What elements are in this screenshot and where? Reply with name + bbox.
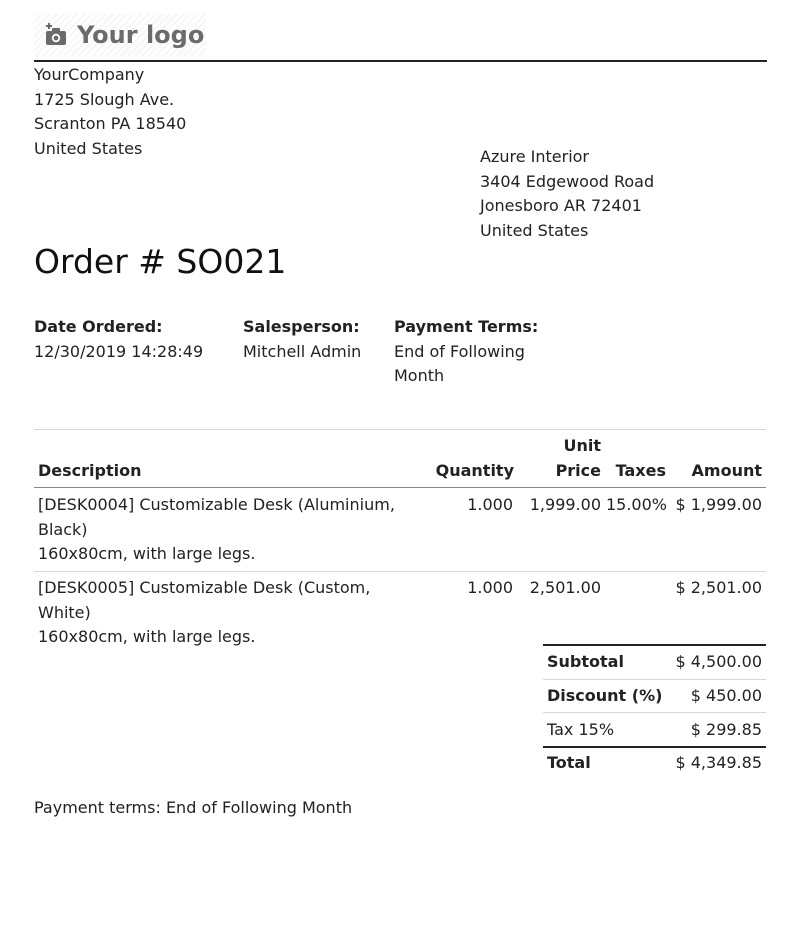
column-header-unit: Unit [563, 436, 601, 455]
row-unit-price: 2,501.00 [529, 578, 601, 597]
table-row [38, 576, 428, 650]
row-unit-price: 1,999.00 [529, 495, 601, 514]
header-divider [34, 60, 767, 62]
info-date [34, 315, 203, 364]
company-logo [34, 14, 206, 56]
page-title: Order # SO021 [34, 242, 287, 281]
subtotal-value: $ 4,500.00 [675, 652, 762, 671]
row-quantity: 1.000 [467, 495, 513, 514]
row-description-note: 160x80cm, with large legs. [38, 544, 256, 563]
customer-address [480, 145, 654, 243]
customer-name: Azure Interior [480, 147, 590, 166]
row-description-note: 160x80cm, with large legs. [38, 627, 256, 646]
column-header-description: Description [38, 461, 142, 480]
salesperson-label: Salesperson: [243, 317, 360, 336]
row-description-line: [DESK0004] Customizable Desk (Aluminium, [38, 495, 395, 514]
total-divider [543, 746, 766, 748]
column-header-taxes: Taxes [615, 461, 666, 480]
date-ordered-label: Date Ordered: [34, 317, 163, 336]
row-amount: $ 1,999.00 [675, 495, 762, 514]
payment-terms-value-line-1: End of Following [394, 341, 525, 361]
payment-terms-label: Payment Terms: [394, 317, 539, 336]
row-description-line: Black) [38, 519, 88, 539]
row-quantity: 1.000 [467, 578, 513, 597]
total-label: Total [547, 753, 591, 772]
date-ordered-value: 12/30/2019 14:28:49 [34, 341, 204, 361]
column-header-amount: Amount [691, 461, 762, 480]
table-row-divider [34, 571, 766, 572]
tax-label: Tax 15% [547, 720, 615, 739]
info-payment-terms [394, 315, 538, 389]
row-description-line: [DESK0005] Customizable Desk (Custom, White) [38, 578, 371, 622]
discount-value: $ 450.00 [690, 686, 762, 705]
info-salesperson [243, 315, 361, 364]
company-city: Scranton PA 18540 [34, 114, 187, 133]
row-taxes: 15.00% [605, 495, 667, 514]
column-header-quantity: Quantity [435, 461, 514, 480]
company-name: YourCompany [34, 65, 145, 84]
company-street: 1725 Slough Ave. [34, 89, 175, 109]
company-address [34, 63, 186, 161]
totals-divider [543, 679, 766, 680]
tax-value: $ 299.85 [690, 720, 762, 739]
row-amount: $ 2,501.00 [675, 578, 762, 597]
salesperson-value: Mitchell Admin [243, 341, 362, 361]
discount-label: Discount (%) [547, 686, 663, 705]
totals-divider [543, 712, 766, 713]
table-top-divider [34, 429, 766, 430]
company-country: United States [34, 138, 143, 158]
table-header-divider [34, 487, 766, 488]
column-header-price: Price [555, 461, 601, 480]
logo-text: Your logo [77, 21, 205, 49]
table-row [38, 493, 418, 567]
customer-country: United States [480, 220, 589, 240]
camera-add-icon [44, 21, 68, 47]
subtotal-label: Subtotal [547, 652, 624, 671]
payment-terms-note: Payment terms: End of Following Month [34, 798, 353, 817]
total-value: $ 4,349.85 [675, 753, 762, 772]
customer-street: 3404 Edgewood Road [480, 171, 655, 191]
payment-terms-value-line-2: Month [394, 366, 445, 385]
totals-top-divider [543, 644, 766, 646]
customer-city: Jonesboro AR 72401 [480, 196, 642, 215]
